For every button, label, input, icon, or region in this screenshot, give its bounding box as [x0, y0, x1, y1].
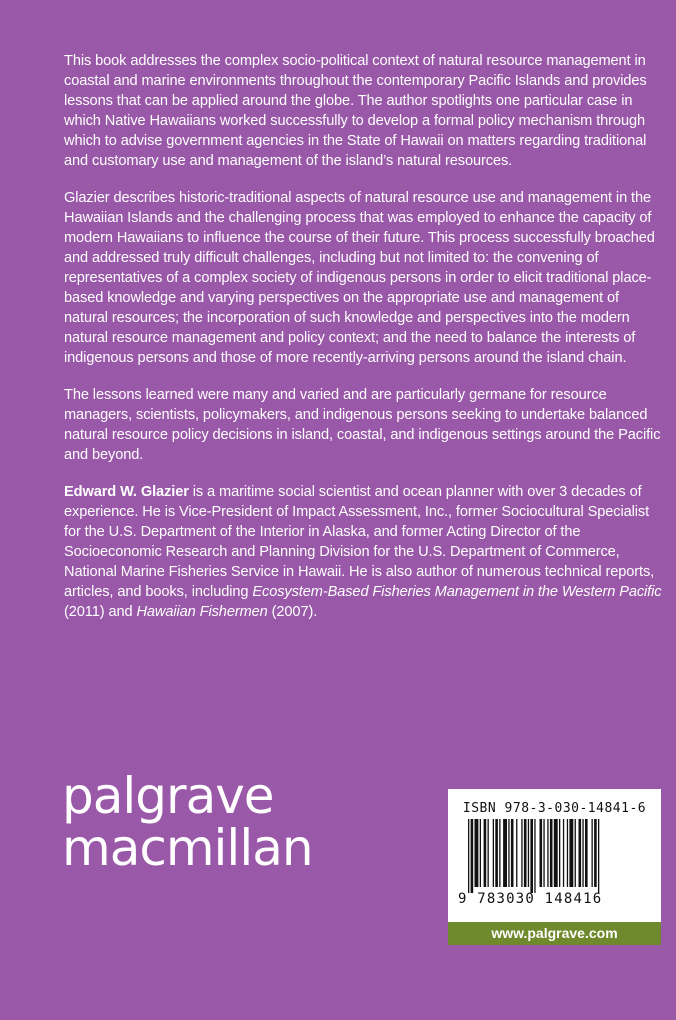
- barcode-bar: [511, 819, 514, 887]
- back-cover-blurb: [64, 51, 664, 639]
- barcode-bar: [547, 819, 548, 887]
- barcode-bar: [488, 819, 489, 887]
- author-bio-text: is a maritime social scientist and ocean planner with over 3 decades of experience. He is Vice-President of Impact Assessment, Inc., former Sociocultural Specialist for the U.S. Department of the Interior in Alaska, and former Acting Director of the Socioeconomic Research and Planning Division for the U.S. Department of Commerce, National Marine Fisheries Service in Hawaii. He is also author of numerous technical reports, articles, and books, including: [64, 484, 655, 600]
- barcode-bars: [468, 819, 644, 893]
- isbn-label: ISBN 978-3-030-14841-6: [462, 801, 647, 816]
- barcode-bar: [475, 819, 479, 887]
- barcode-bar: [559, 819, 560, 887]
- barcode-bar: [543, 819, 544, 887]
- barcode-bar: [579, 819, 582, 887]
- barcode-bar: [530, 819, 533, 893]
- barcode-bar: [563, 819, 564, 887]
- author-bio-mid: (2011) and: [64, 604, 137, 620]
- book-title-1: Ecosystem-Based Fisheries Management in the Western Pacific: [252, 584, 662, 600]
- barcode-bar: [540, 819, 543, 887]
- book-title-2: Hawaiian Fishermen: [136, 604, 268, 620]
- barcode-bar: [495, 819, 498, 887]
- blurb-paragraph-3: The lessons learned were many and varied and are particularly germane for resource managers, scientists, policymakers, and indigenous persons seeking to undertake balanced natural resource policy decisions in island, coastal, and indigenous settings around the Pacific and beyond.: [64, 387, 661, 463]
- barcode-bar: [598, 819, 599, 893]
- barcode-bar: [554, 819, 558, 887]
- barcode-bar: [582, 819, 583, 887]
- barcode-bar: [594, 819, 597, 887]
- publisher-logo: [62, 767, 313, 877]
- blurb-paragraph-1: This book addresses the complex socio-political context of natural resource management in coastal and marine environments throughout the contemporary Pacific Islands and provides lessons that can be applied around the globe. The author spotlights one particular case in which Native Hawaiians worked successfully to develop a formal policy mechanism through which to advise government agencies in the State of Hawaii on matters regarding traditional and customary use and management of the island’s natural resources.: [64, 53, 647, 169]
- barcode-bar: [575, 819, 576, 887]
- barcode-bar: [468, 819, 469, 893]
- barcode-bar: [508, 819, 509, 887]
- barcode-bar: [534, 819, 535, 893]
- barcode-bar: [480, 819, 481, 887]
- logo-line-palgrave: palgrave: [62, 767, 274, 825]
- publisher-url: www.palgrave.com: [448, 922, 661, 945]
- author-bio-end: (2007).: [267, 604, 318, 620]
- isbn-barcode: [448, 789, 661, 922]
- barcode-bar: [503, 819, 507, 887]
- barcode-bar: [471, 819, 474, 893]
- logo-line-macmillan: macmillan: [62, 819, 313, 877]
- barcode-bar: [569, 819, 573, 887]
- author-bio: [64, 482, 664, 622]
- barcode-bar: [567, 819, 568, 887]
- barcode-bar: [516, 819, 517, 887]
- barcode-bar: [499, 819, 500, 887]
- author-name: Edward W. Glazier: [64, 484, 189, 500]
- barcode-bar: [521, 819, 522, 887]
- barcode-bar: [550, 819, 553, 887]
- barcode-bar: [592, 819, 593, 887]
- blurb-paragraph-2: Glazier describes historic-traditional aspects of natural resource use and management in the Hawaiian Islands and the challenging process that was employed to enhance the capacity of modern Hawaiians to influence the course of their future. This process successfully broached and addressed truly difficult challenges, including but not limited to: the convening of representatives of a complex society of indigenous persons in order to elicit traditional place-based knowledge and varying perspectives on the appropriate use and management of natural resources; the incorporation of such knowledge and perspectives into the modern natural resource management and policy context; and the need to balance the interests of indigenous persons and those of more recently-arriving persons around the island chain.: [64, 190, 655, 366]
- barcode-bar: [524, 819, 527, 887]
- barcode-bar: [528, 819, 529, 887]
- barcode-digits: 9 783030 148416: [458, 891, 603, 907]
- barcode-bar: [493, 819, 494, 887]
- barcode-bar: [585, 819, 588, 887]
- barcode-bar: [484, 819, 487, 887]
